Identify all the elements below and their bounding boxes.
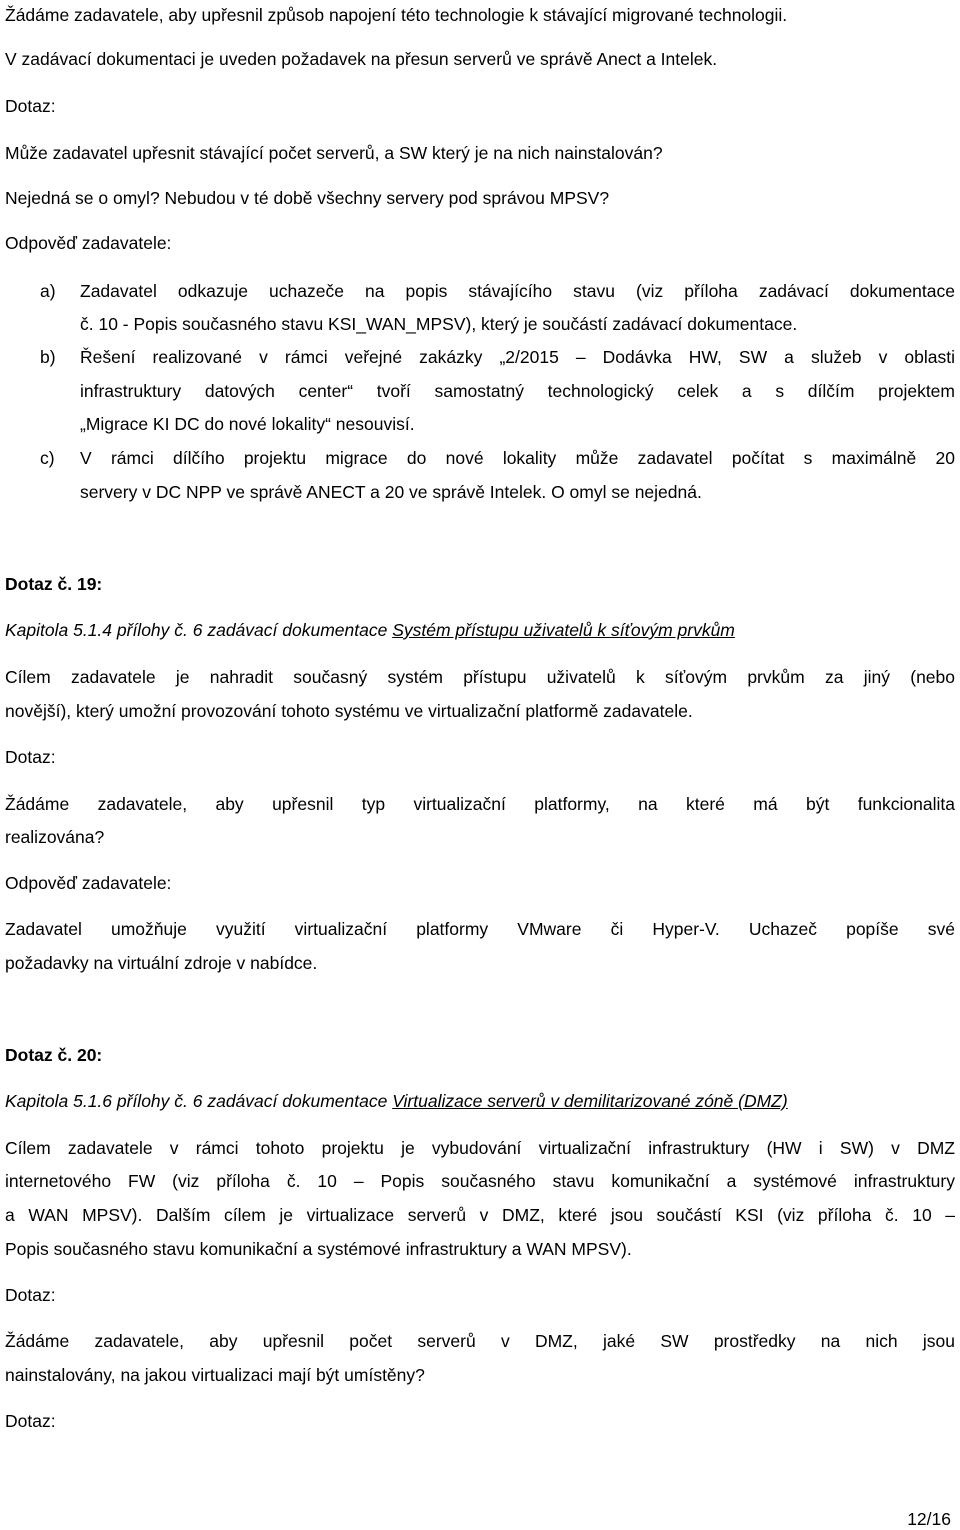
paragraph-line: nainstalovány, na jakou virtualizaci mají být umístěny?	[5, 1365, 425, 1385]
question-label: Dotaz:	[5, 747, 56, 767]
paragraph-line: Žádáme zadavatele, aby upřesnil způsob napojení této technologie k stávající migrované technologii.	[5, 5, 788, 25]
answer-label: Odpověď zadavatele:	[5, 233, 172, 253]
question-label: Dotaz:	[5, 1285, 56, 1305]
list-item-line: č. 10 - Popis současného stavu KSI_WAN_MPSV), který je součástí zadávací dokumentace.	[80, 314, 798, 334]
list-marker: c)	[40, 448, 55, 468]
document-page	[5, 0, 955, 1529]
paragraph-line: požadavky na virtuální zdroje v nabídce.	[5, 953, 318, 973]
paragraph-line: a WAN MPSV). Dalším cílem je virtualizace serverů v DMZ, které jsou součástí KSI (viz příloha č. 10 –	[5, 1205, 955, 1225]
chapter-ref-title: Virtualizace serverů v demilitarizované zóně (DMZ)	[392, 1091, 788, 1111]
list-marker: a)	[40, 281, 56, 301]
paragraph-line: novější), který umožní provozování tohoto systému ve virtualizační platformě zadavatele.	[5, 701, 693, 721]
list-item-line: servery v DC NPP ve správě ANECT a 20 ve správě Intelek. O omyl se nejedná.	[80, 482, 702, 502]
paragraph-line: Cílem zadavatele je nahradit současný systém přístupu uživatelů k síťovým prvkům za jiný (nebo	[5, 667, 955, 687]
paragraph-line: internetového FW (viz příloha č. 10 – Popis současného stavu komunikační a systémové infrastruktury	[5, 1171, 955, 1191]
question-label: Dotaz:	[5, 96, 56, 116]
chapter-ref-prefix: Kapitola 5.1.6 přílohy č. 6 zadávací dokumentace	[5, 1091, 393, 1111]
paragraph-line: Zadavatel umožňuje využití virtualizační platformy VMware či Hyper-V. Uchazeč popíše své	[5, 919, 955, 939]
question-heading: Dotaz č. 20:	[5, 1045, 103, 1065]
paragraph-line: realizována?	[5, 827, 105, 847]
list-item-line: Zadavatel odkazuje uchazeče na popis stávajícího stavu (viz příloha zadávací dokumentace	[80, 281, 955, 301]
paragraph-line: Žádáme zadavatele, aby upřesnil typ virtualizační platformy, na které má být funkcionalita	[5, 794, 955, 814]
chapter-ref-prefix: Kapitola 5.1.4 přílohy č. 6 zadávací dokumentace	[5, 620, 393, 640]
paragraph-line: Žádáme zadavatele, aby upřesnil počet serverů v DMZ, jaké SW prostředky na nich jsou	[5, 1331, 955, 1351]
list-item-line: V rámci dílčího projektu migrace do nové lokality může zadavatel počítat s maximálně 20	[80, 448, 955, 468]
list-item-line: Řešení realizované v rámci veřejné zakázky „2/2015 – Dodávka HW, SW a služeb v oblasti	[80, 347, 955, 367]
paragraph-line: Popis současného stavu komunikační a systémové infrastruktury a WAN MPSV).	[5, 1239, 632, 1259]
question-label: Dotaz:	[5, 1411, 56, 1431]
question-heading: Dotaz č. 19:	[5, 574, 103, 594]
chapter-reference	[5, 619, 735, 641]
list-item-line: „Migrace KI DC do nové lokality“ nesouvisí.	[80, 414, 415, 434]
paragraph-line: Cílem zadavatele v rámci tohoto projektu je vybudování virtualizační infrastruktury (HW i SW) v DMZ	[5, 1138, 955, 1158]
list-marker: b)	[40, 347, 56, 367]
chapter-ref-title: Systém přístupu uživatelů k síťovým prvkům	[392, 620, 735, 640]
chapter-reference	[5, 1090, 788, 1112]
paragraph-line: Může zadavatel upřesnit stávající počet serverů, a SW který je na nich nainstalován?	[5, 143, 663, 163]
list-item-line: infrastruktury datových center“ tvoří samostatný technologický celek a s dílčím projektem	[80, 381, 955, 401]
paragraph-line: V zadávací dokumentaci je uveden požadavek na přesun serverů ve správě Anect a Intelek.	[5, 49, 718, 69]
page-number: 12/16	[907, 1509, 951, 1529]
paragraph-line: Nejedná se o omyl? Nebudou v té době všechny servery pod správou MPSV?	[5, 188, 610, 208]
answer-label: Odpověď zadavatele:	[5, 873, 172, 893]
